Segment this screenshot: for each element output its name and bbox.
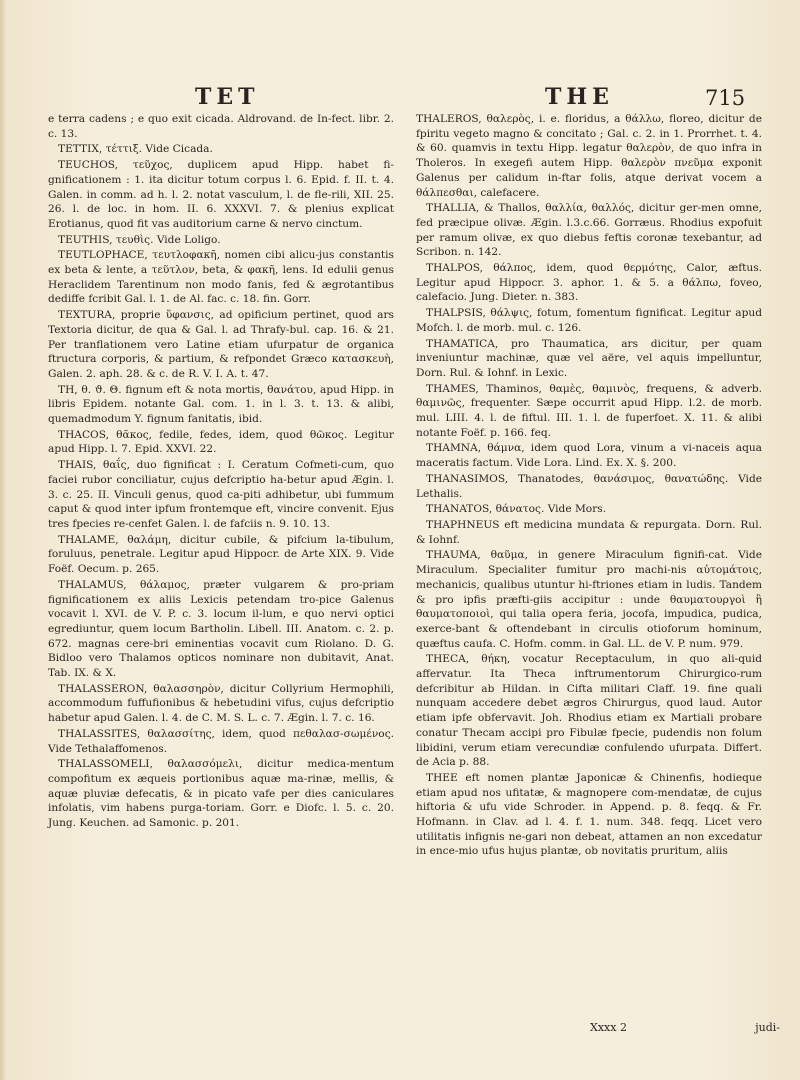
running-head-right: THE	[545, 84, 614, 110]
dictionary-entry: THAMES, Thaminos, θαμὲς, θαμινὸς, frequens, & adverb. θαμινῶς, frequenter. Sæpe occurrit apud Hipp. l.2. de morb. mul. LIII. 4. l. de fiftul. III. 1. l. de fuperfoet. X. 11. & alibi notante Foëf. p. 166. feq.	[416, 382, 762, 439]
dictionary-entry: THALPOS, θάλπος, idem, quod θερμότης, Calor, æftus. Legitur apud Hippocr. 3. aphor. 1. & 5. a θάλπω, foveo, calefacio. Jung. Dieter. n. 383.	[416, 262, 762, 304]
dictionary-entry: THAMATICA, pro Thaumatica, ars dicitur, per quam inveniuntur machinæ, quæ vel aëre, vel aquis impelluntur, Dorn. Rul. & Iohnf. in Lexic.	[416, 337, 762, 379]
dictionary-entry: TEUTHIS, τευθὶς. Vide Loligo.	[58, 233, 221, 246]
dictionary-entry: THALAMUS, θάλαμος, præter vulgarem & pro-priam fignificationem ex aliis Lexicis petendam tro-pice Galenus vocavit l. XVI. de V. P. c. 3. locum il-lum, e quo nervi optici egrediuntur, quem locum Bartholin. Libell. III. Anatom. c. 2. p. 672. magnas cere-bri eminentias vocavit cum Riolano. D. G. Bidloo vero Thalamos opticos nominare non dubitavit, Anat. Tab. IX. & X.	[48, 578, 394, 680]
dictionary-entry: TEUCHOS, τεῦχος, duplicem apud Hipp. habet fi-gnificationem : 1. ita dicitur totum corpus l. 6. Epid. f. II. t. 4. Galen. in comm. ad h. l. 2. notat vasculum, l. de fle-rili, XII. 25. 26. l. de loc. in hom. II. 6. XXXVI. 7. & plenius explicat Erotianus, quod fit vas auditorium carne & nervo cinctum.	[48, 159, 394, 230]
right-column	[416, 112, 762, 860]
dictionary-entry: THECA, θήκη, vocatur Receptaculum, in quo ali-quid affervatur. Ita Theca inftrumentorum Chirurgico-rum defcribitur ab Hildan. in Cifta militari Claff. 19. fine quali nunquam accedere debet ægros Chirurgus, quod laud. Autor etiam ipfe obfervavit. Joh. Rhodius etiam ex Martiali probare conatur Thecam accipi pro Fibulæ fpecie, pudendis non folum libidini, verum etiam verecundiæ confulendo ufurpata. Differt. de Acia p. 88.	[416, 653, 762, 769]
dictionary-entry: TEUTLOPHACE, τευτλοφακῆ, nomen cibi alicu-jus constantis ex beta & lente, a τεῦτλον, beta, & φακῆ, lens. Id edulii genus Heraclidem Tarentinum non modo fanis, fed & ægrotantibus dediffe fcribit Gal. l. 1. de Al. fac. c. 18. fin. Gorr.	[48, 249, 394, 306]
page-footer	[590, 1021, 780, 1034]
page-number: 715	[705, 86, 746, 110]
dictionary-entry: TH, θ. ϑ. Θ. fignum eft & nota mortis, θανάτου, apud Hipp. in libris Epidem. notante Gal. com. 1. in l. 3. t. 13. & alibi, quemadmodum Y. fignum fanitatis, ibid.	[48, 383, 394, 426]
dictionary-entry: THALPSIS, θάλψις, fotum, fomentum fignificat. Legitur apud Mofch. l. de morb. mul. c. 126.	[416, 307, 762, 334]
dictionary-entry: THAMNA, θάμνα, idem quod Lora, vinum a vi-naceis aqua maceratis factum. Vide Lora. Lind. Ex. X. §. 200.	[416, 442, 762, 470]
dictionary-entry: THALLIA, & Thallos, θαλλία, θαλλός, dicitur ger-men omne, fed præcipue olivæ. Ægin. l.3.c.66. Gorræus. Rhodius expofuit per ramum olivæ, ex quo diebus feftis coronæ texebantur, ad Scribon. n. 142.	[416, 202, 762, 259]
signature-mark: Xxxx 2	[590, 1021, 627, 1034]
dictionary-entry: TEXTURA, proprie ὕφανσις, ad opificium pertinet, quod ars Textoria dicitur, de qua & Gal. l. ad Thrafy-bul. cap. 16. & 21. Per tranflationem vero Latine etiam ufurpatur de organica ftructura corporis, & partium, & refpondet Græco κατασκευὴ, Galen. 2. aph. 28. & c. de R. V. I. A. t. 47.	[48, 309, 394, 380]
dictionary-entry: TETTIX, τέττιξ. Vide Cicada.	[58, 143, 213, 156]
dictionary-entry: THALAME, θαλάμη, dicitur cubile, & pifcium la-tibulum, foruluus, penetrale. Legitur apud Hippocr. de Arte XIX. 9. Vide Foëf. Oecum. p. 265.	[48, 533, 394, 576]
catchword: judi-	[755, 1021, 780, 1034]
dictionary-entry: THAUMA, θαῦμα, in genere Miraculum fignifi-cat. Vide Miraculum. Specialiter fumitur pro machi-nis αὐτομάτοις, mechanicis, qualibus utuntur hi-ftriones etiam in ludis. Tandem & pro ipfis præfti-giis accipitur : unde θαυματουργοὶ ἢ θαυματοποιοὶ, qui talia opera feria, jocofa, impudica, pudica, exerce-bant & oftendebant in circulis otioforum hominum, quæftus caufa. C. Hofm. comm. in Gal. LL. de V. P. num. 979.	[416, 549, 762, 650]
page-fold-shadow	[0, 0, 6, 1080]
dictionary-entry: THANATOS, θάνατος. Vide Mors.	[426, 503, 607, 516]
dictionary-entry: THAIS, θαΐς, duo fignificat : I. Ceratum Cofmeti-cum, quo faciei rubor conciliatur, cujus defcriptio ha-betur apud Ægin. l. 3. c. 25. II. Vinculi genus, quod ca-piti adhibetur, ubi fummum caput & quod inter ipfum frontemque eft, vincire convenit. Ejus tres fpecies re-cenfet Galen. l. de fafciis n. 9. 10. 13.	[48, 459, 394, 530]
dictionary-entry: THALASSERON, θαλασσηρὸν, dicitur Collyrium Hermophili, accommodum fuffufionibus & hebetudini vifus, cujus defcriptio habetur apud Galen. l. 4. de C. M. S. L. c. 7. Ægin. l. 7. c. 16.	[48, 682, 394, 725]
dictionary-entry: THEE eft nomen plantæ Japonicæ & Chinenfis, hodieque etiam apud nos ufitatæ, & magnopere com-mendatæ, de cujus hiftoria & ufu vide Schroder. in Append. p. 8. feqq. & Fr. Hofmann. in Clav. ad l. 4. f. 1. num. 348. feqq. Licet vero utilitatis infignis ne-gari non debeat, attamen an non excedatur in ence-mio ufus hujus plantæ, ob novitatis pruritum, aliis	[416, 771, 762, 858]
dictionary-entry: THALASSITES, θαλασσίτης, idem, quod πεθαλασ-σωμένος. Vide Tethalaffomenos.	[48, 727, 394, 755]
dictionary-entry: THALASSOMELI, θαλασσόμελι, dicitur medica-mentum compofitum ex æqueis portionibus aquæ ma-rinæ, mellis, & aquæ pluviæ defecatis, & in picato vafe per dies caniculares infolatis, vim habens purga-toriam. Gorr. e Diofc. l. 5. c. 20. Jung. Keuchen. ad Samonic. p. 201.	[48, 758, 394, 830]
dictionary-entry: e terra cadens ; e quo exit cicada. Aldrovand. de In-fect. libr. 2. c. 13.	[48, 113, 394, 140]
text-columns	[48, 112, 762, 860]
left-column	[48, 112, 394, 860]
dictionary-entry: THAPHNEUS eft medicina mundata & repurgata. Dorn. Rul. & Iohnf.	[416, 518, 762, 546]
dictionary-entry: THACOS, θᾶκος, fedile, fedes, idem, quod θῶκος. Legitur apud Hipp. l. 7. Epid. XXVI. 22.	[48, 428, 394, 456]
dictionary-entry: THALEROS, θαλερὸς, i. e. floridus, a θάλλω, floreo, dicitur de fpiritu vegeto magno & concitato ; Gal. c. 2. in 1. Prorrhet. t. 4. & 60. quamvis in textu Hipp. legatur θαλερὸν, de quo infra in Tholeros. In exegefi autem Hipp. θαλερὸν πνεῦμα exponit Galenus per calidum in-ftar folis, atque derivat vocem a θάλπεσθαι, calefacere.	[416, 113, 762, 199]
dictionary-entry: THANASIMOS, Thanatodes, θανάσιμος, θανατώδης. Vide Lethalis.	[416, 472, 762, 500]
running-head-left: TET	[195, 84, 260, 110]
